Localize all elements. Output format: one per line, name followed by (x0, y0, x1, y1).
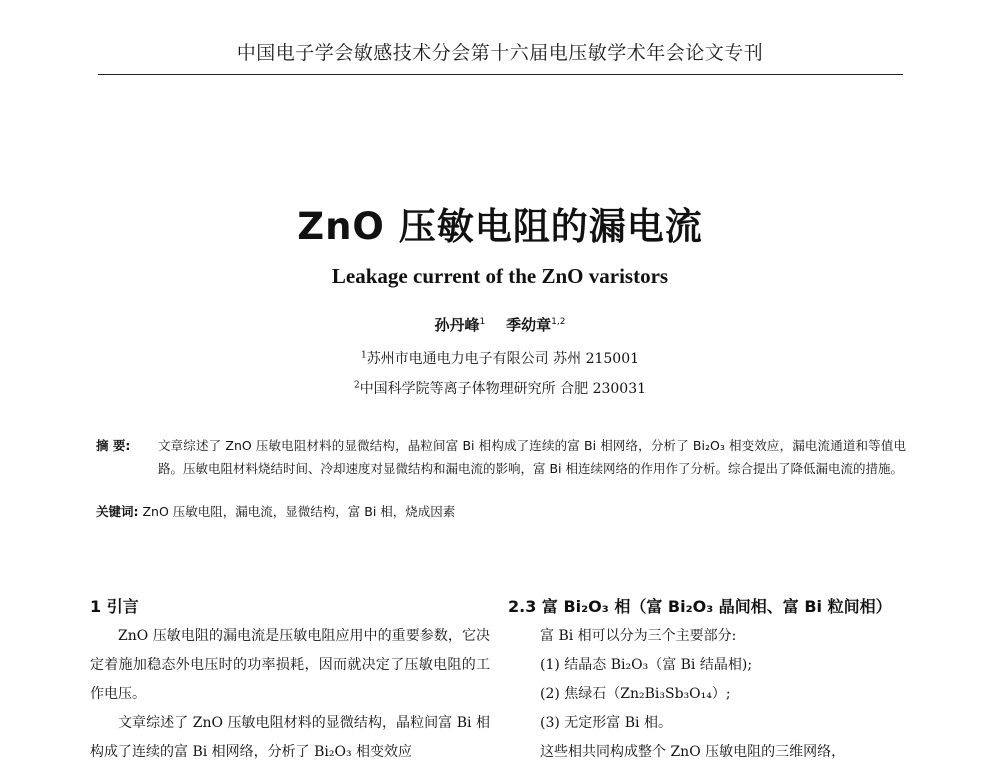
abstract (96, 434, 906, 480)
abstract-label: 摘 要: (96, 438, 131, 453)
header-rule (98, 74, 903, 75)
paper-subtitle: Leakage current of the ZnO varistors (331, 264, 669, 288)
body-paragraph: 文章综述了 ZnO 压敏电阻材料的显微结构，晶粒间富 Bi 相构成了连续的富 Bi 相网络，分析了 Bi₂O₃ 相变效应 (90, 715, 490, 760)
affiliation-text: 中国科学院等离子体物理研究所 合肥 230031 (359, 381, 647, 397)
author-affil-mark: 1,2 (551, 317, 566, 327)
keywords (96, 503, 906, 521)
affiliation-mark: 2 (353, 380, 360, 391)
list-item: (2) 焦绿石（Zn₂Bi₃Sb₃O₁₄）; (540, 686, 731, 702)
section-heading: 2.3 富 Bi₂O₃ 相（富 Bi₂O₃ 晶间相、富 Bi 粒间相） (508, 597, 892, 616)
left-column (90, 592, 490, 767)
keywords-text: ZnO 压敏电阻，漏电流，显微结构，富 Bi 相，烧成因素 (142, 504, 456, 519)
affiliation-text: 苏州市电通电力电子有限公司 苏州 215001 (366, 351, 640, 367)
journal-header: 中国电子学会敏感技术分会第十六届电压敏学术年会论文专刊 (236, 42, 764, 64)
affiliation (0, 378, 1000, 398)
author-name: 孙丹峰 (434, 316, 480, 334)
body-paragraph: ZnO 压敏电阻的漏电流是压敏电阻应用中的重要参数，它决定着施加稳态外电压时的功率损耗，因而就决定了压敏电阻的工作电压。 (90, 628, 490, 702)
affiliation-mark: 1 (360, 350, 367, 361)
body-line: 这些相共同构成整个 ZnO 压敏电阻的三维网络， (540, 744, 846, 760)
author-affil-mark: 1 (479, 317, 486, 327)
body-line: 富 Bi 相可以分为三个主要部分: (540, 628, 737, 644)
paper-title: ZnO 压敏电阻的漏电流 (297, 205, 703, 248)
right-column (508, 592, 908, 767)
list-item: (3) 无定形富 Bi 相。 (540, 715, 672, 731)
affiliation (0, 348, 1000, 368)
section-heading: 1 引言 (90, 597, 139, 616)
author-name: 季幼章 (506, 316, 552, 334)
authors (0, 314, 1000, 335)
keywords-label: 关键词: (96, 504, 139, 519)
list-item: (1) 结晶态 Bi₂O₃（富 Bi 结晶相); (540, 657, 753, 673)
abstract-text: 文章综述了 ZnO 压敏电阻材料的显微结构，晶粒间富 Bi 相构成了连续的富 Bi 相网络，分析了 Bi₂O₃ 相变效应，漏电流通道和等值电路。压敏电阻材料烧结时间、冷却速度对显微结构和漏电流的影响，富 Bi 相连续网络的作用作了分析。综合提出了降低漏电流的措施。 (158, 438, 906, 476)
